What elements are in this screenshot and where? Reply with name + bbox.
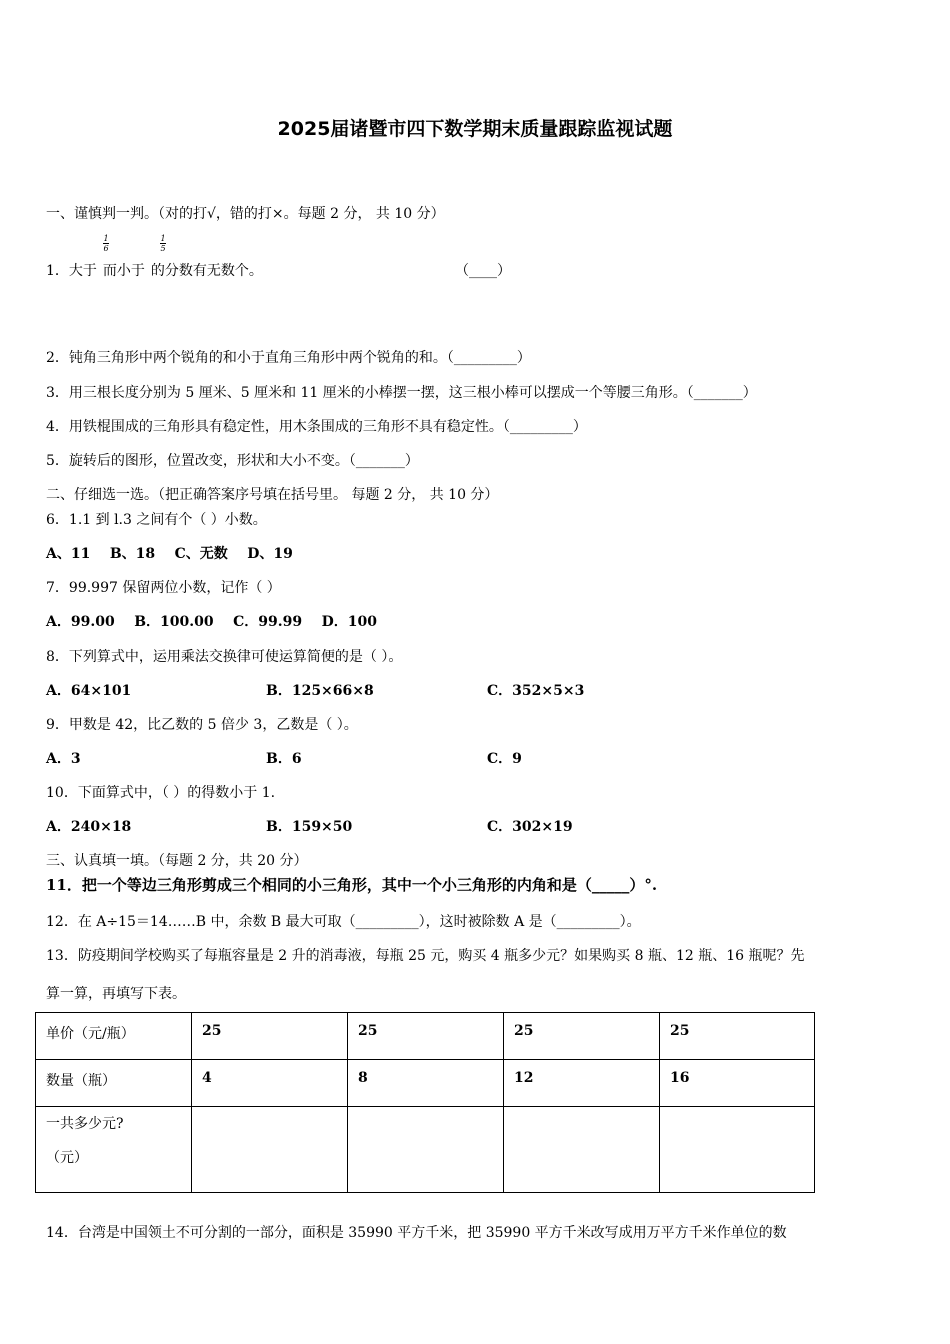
frac2-denominator: 5 [160,244,166,253]
table-cell: 25 [192,1013,348,1060]
price-table [35,1012,815,1193]
question-2: 2．钝角三角形中两个锐角的和小于直角三角形中两个锐角的和。（_________） [46,350,531,366]
q9-option-a: A．3 [46,751,81,767]
section-3-heading: 三、认真填一填。（每题 2 分，共 20 分） [46,853,308,869]
frac1-numerator: 1 [103,234,109,243]
q1-answer-blank[interactable]: （____） [455,263,511,279]
page-title: 2025届诸暨市四下数学期末质量跟踪监视试题 [277,118,673,140]
question-13-line-1: 13．防疫期间学校购买了每瓶容量是 2 升的消毒液，每瓶 25 元，购买 4 瓶多少元？如果购买 8 瓶、12 瓶、16 瓶呢？先 [46,948,805,964]
question-11: 11．把一个等边三角形剪成三个相同的小三角形，其中一个小三角形的内角和是（_____）°. [46,876,658,894]
fraction-one-sixth [101,234,111,253]
question-13-line-2: 算一算，再填写下表。 [46,986,186,1002]
question-12: 12．在 A÷15＝14……B 中，余数 B 最大可取（_________），这时被除数 A 是（_________）。 [46,914,641,930]
answer-cell[interactable] [192,1107,348,1193]
question-3: 3．用三根长度分别为 5 厘米、5 厘米和 11 厘米的小棒摆一摆，这三根小棒可以摆成一个等腰三角形。（_______） [46,385,757,401]
question-14: 14．台湾是中国领土不可分割的一部分，面积是 35990 平方千米，把 35990 平方千米改写成用万平方千米作单位的数 [46,1225,787,1241]
q7-options: A．99.00 B．100.00 C．99.99 D．100 [46,614,377,630]
question-10: 10．下面算式中，（ ）的得数小于 1. [46,785,276,801]
table-cell: 8 [348,1060,504,1107]
table-cell: 25 [504,1013,660,1060]
q6-options: A、11 B、18 C、无数 D、19 [46,546,293,562]
row-label-total-line1: 一共多少元? [46,1116,124,1132]
q1-suffix: 的分数有无数个。 [150,263,263,279]
table-cell: 25 [660,1013,815,1060]
frac1-denominator: 6 [103,244,109,253]
row-label-quantity: 数量（瓶） [36,1060,192,1107]
table-row-total [36,1107,815,1193]
q8-option-a: A．64×101 [46,683,132,699]
question-6: 6．1.1 到 l.3 之间有个（ ）小数。 [46,512,267,528]
q8-option-b: B．125×66×8 [266,683,374,699]
answer-cell[interactable] [348,1107,504,1193]
question-7: 7．99.997 保留两位小数，记作（ ） [46,580,281,596]
table-cell: 12 [504,1060,660,1107]
question-1 [46,260,263,280]
frac2-numerator: 1 [160,234,166,243]
question-4: 4．用铁棍围成的三角形具有稳定性，用木条围成的三角形不具有稳定性。（_________） [46,419,587,435]
q1-prefix: 1．大于 [46,263,97,279]
q10-option-c: C．302×19 [487,819,573,835]
question-8: 8．下列算式中，运用乘法交换律可使运算简便的是（ ）。 [46,649,403,665]
row-label-unit-price: 单价（元/瓶） [36,1013,192,1060]
table-row-unit-price [36,1013,815,1060]
table-row-quantity [36,1060,815,1107]
table-cell: 4 [192,1060,348,1107]
answer-cell[interactable] [660,1107,815,1193]
question-9: 9．甲数是 42，比乙数的 5 倍少 3，乙数是（ ）。 [46,717,358,733]
q9-option-b: B．6 [266,751,302,767]
q10-option-a: A．240×18 [46,819,132,835]
q1-middle: 而小于 [102,263,145,279]
section-2-heading: 二、仔细选一选。（把正确答案序号填在括号里。 每题 2 分， 共 10 分） [46,487,499,503]
fraction-one-fifth [158,234,168,253]
q10-option-b: B．159×50 [266,819,353,835]
row-label-total-line2: （元） [46,1150,88,1166]
question-5: 5．旋转后的图形，位置改变，形状和大小不变。（_______） [46,453,419,469]
table-cell: 25 [348,1013,504,1060]
row-label-total [36,1107,192,1193]
section-1-heading: 一、谨慎判一判。（对的打√，错的打×。每题 2 分， 共 10 分） [46,206,445,222]
table-cell: 16 [660,1060,815,1107]
q9-option-c: C．9 [487,751,522,767]
answer-cell[interactable] [504,1107,660,1193]
q8-option-c: C．352×5×3 [487,683,585,699]
